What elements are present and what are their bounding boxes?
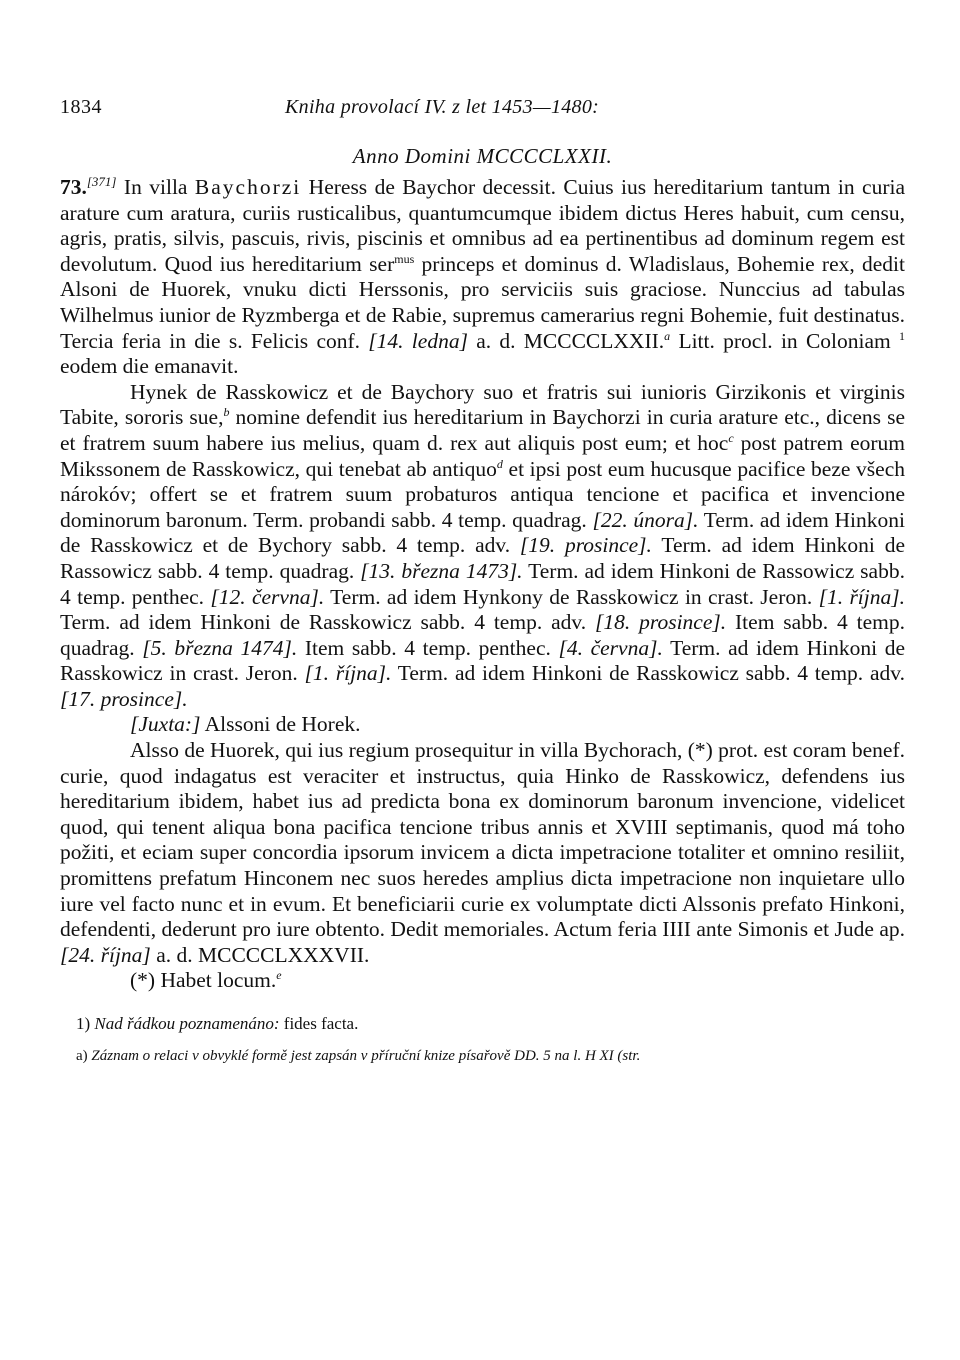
footnote-a: [60, 1048, 905, 1065]
footnote-mark: 1: [899, 328, 906, 343]
entry-number: 73.: [60, 175, 87, 199]
entry-paragraph-2: [60, 380, 905, 713]
text-span: princeps et dominus d. Wladislaus, Bohemie rex, dedit Alsoni de Huorek, vnuku dicti Herssonis, pro serviciis suis graciose. Nunccius ad tabulas Wilhelmus iunior de Ryzmberga et de Rabie, supremus camerarius regni Bohemie, fuit destinatus. Tercia feria in die s. Felicis conf.: [60, 251, 906, 353]
note-mark: e: [276, 968, 282, 983]
date-bracket: [14. ledna]: [368, 328, 468, 353]
place-name: Baychorzi: [194, 175, 302, 199]
entry-paragraph-3: [60, 712, 905, 738]
text-span: Alsso de Huorek, qui ius regium prosequitur in villa Bychorach, (*) prot. est coram benef. curie, quod indagatus est veraciter et instructus, quia Hinko de Rasskowicz, defendens ius hereditarium ibidem, habet ius ad predicta bona ex dominorum baronum invencione, videlicet quod, qui tenent aliqua bona pacifica tencione tribus annis et XVIII septimanis, quod má toho požiti, et eciam super concordia ipsorum invicem a dicta impetracione totaliter et omnino resiliit, promittens prefatum Hinconem nec suos heredes amplius dicta impetracione non inquietare ullo iure vel facto nunc et in evum. Et beneficiarii curie ex volumptate dicti Alssonis prefato Hinkoni, defendenti, dederunt pro iure obtento. Dedit memoriales. Actum feria IIII ante Simonis et Jude ap.: [60, 738, 906, 942]
note-mark: c: [728, 430, 734, 445]
date-bracket: [18. prosince].: [595, 610, 727, 635]
footnote-1-text: fides facta.: [279, 1014, 359, 1033]
footnote-a-italic: Záznam o relaci v obvyklé formě jest zapsán v příruční knize písařově DD. 5 na l. H XI (str.: [91, 1048, 641, 1064]
document-page: [60, 96, 905, 1065]
text-span: eodem die emanavit.: [60, 354, 239, 379]
text-span: Term. ad idem Hinkoni de Rasskowicz et de Bychory sabb. 4 temp. adv.: [60, 507, 905, 558]
text-span: a. d. MCCCCLXXII.: [467, 328, 665, 353]
text-span: Term. ad idem Hinkoni de Rasskowicz in crast. Jeron.: [60, 635, 906, 686]
date-bracket: [13. března 1473].: [360, 558, 523, 583]
footnotes: [60, 1014, 905, 1065]
entry-paragraph-5: [60, 968, 905, 994]
running-title: Kniha provolací IV. z let 1453—1480:: [285, 96, 600, 118]
juxta-label: [Juxta:]: [130, 712, 201, 737]
year-heading: Anno Domini MCCCCLXXII.: [352, 144, 613, 168]
entry-reference: [371]: [86, 173, 117, 189]
text-span: post patrem eorum Mikssonem de Rasskowicz, qui tenebat ab antiquo: [60, 430, 905, 481]
text-span: a. d. MCCCCLXXXVII.: [150, 942, 370, 967]
entry-body: [60, 175, 905, 994]
text-span: Item sabb. 4 temp. quadrag.: [60, 610, 905, 660]
text-span: Term. ad idem Hinkoni de Rassowicz sabb. 4 temp. penthec.: [60, 558, 905, 609]
text-span: nomine defendit ius hereditarium in Baychorzi in curia arature etc., dicens se et fratrem suum habere ius melius, quam d. rex aut aliquis post eum; et hoc: [60, 405, 905, 455]
text-span: In villa: [123, 175, 195, 199]
text-span: Term. ad idem Hinkoni de Rassowicz sabb. 4 temp. quadrag.: [60, 533, 905, 583]
text-span: et ipsi post eum hucusque pacifice beze všech nárokóv; offert se et fratrem suum probaturos antiqua tencione et pacifica et invencione dominorum baronum. Term. probandi sabb. 4 temp. quadrag.: [60, 456, 906, 532]
text-span: Heress de Baychor decessit. Cuius ius hereditarium tantum in curia arature cum aratura, curiis rusticalibus, quantumcumque ibidem dictus Heres habuit, cum censu, agris, pratis, silvis, pascuis, rivis, piscinis et omnibus ad ea pertinentibus ad dominum regem est devolutum. Quod ius hereditarium ser: [60, 175, 906, 276]
date-bracket: [1. října].: [818, 584, 905, 609]
date-bracket: [5. března 1474].: [142, 635, 298, 660]
text-span: Term. ad idem Hynkony de Rasskowicz in crast. Jeron.: [324, 584, 819, 609]
entry-paragraph-4: [60, 738, 905, 968]
text-span: Litt. procl. in Coloniam: [670, 328, 891, 353]
text-span: Alssoni de Horek.: [200, 712, 361, 737]
footnote-1-italic: Nad řádkou poznamenáno:: [94, 1014, 280, 1033]
text-span: Term. ad idem Hinkoni de Rasskowicz sabb. 4 temp. adv.: [391, 661, 905, 686]
footnote-1-mark: 1): [76, 1014, 91, 1033]
note-mark: b: [223, 405, 230, 420]
text-span: Hynek de Rasskowicz et de Baychory suo et fratris sui iunioris Girzikonis et virginis Tabite, sororis sue,: [60, 379, 905, 430]
page-number: 1834: [60, 96, 102, 118]
footnote-a-mark: a): [76, 1048, 88, 1064]
note-mark: a: [664, 328, 671, 343]
date-bracket: [1. října].: [304, 661, 392, 686]
note-mark: d: [496, 456, 503, 471]
date-bracket: [22. února].: [592, 507, 699, 532]
text-span: Item sabb. 4 temp. penthec.: [297, 635, 559, 660]
text-span: Term. ad idem Hinkoni de Rasskowicz sabb. 4 temp. adv.: [60, 610, 595, 635]
running-header: [60, 96, 905, 124]
entry-paragraph-1: [60, 175, 905, 380]
date-bracket: [19. prosince].: [519, 533, 652, 558]
date-bracket: [12. června].: [210, 584, 325, 609]
text-span: (*) Habet locum.: [130, 968, 277, 993]
date-bracket: [4. června].: [558, 635, 663, 660]
date-bracket: [24. října]: [60, 942, 151, 967]
footnote-1: [60, 1014, 905, 1034]
superscript-mus: mus: [394, 251, 415, 266]
date-bracket: [17. prosince].: [60, 686, 188, 711]
